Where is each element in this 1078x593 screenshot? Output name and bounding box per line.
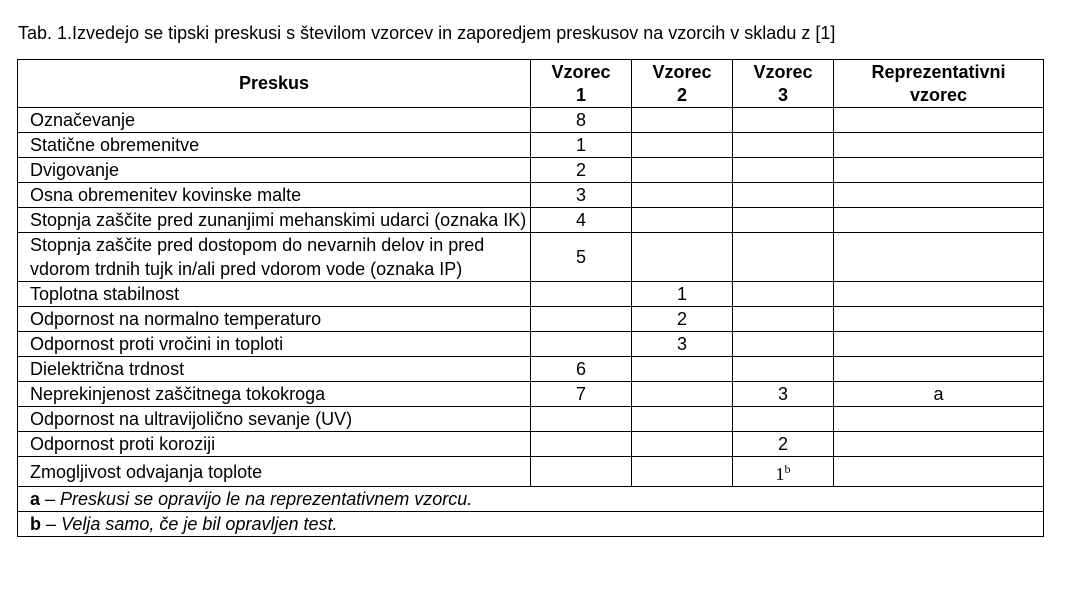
sample-1-order: 3	[531, 183, 632, 208]
footnote-row	[18, 487, 1044, 512]
representative-mark	[834, 332, 1044, 357]
sample-3-order	[733, 307, 834, 332]
table-row	[18, 382, 1044, 407]
test-name: Odpornost na normalno temperaturo	[18, 307, 531, 332]
test-name: Stopnja zaščite pred zunanjimi mehanskimi udarci (oznaka IK)	[18, 208, 531, 233]
footnote-b	[18, 512, 1044, 537]
test-name: Osna obremenitev kovinske malte	[18, 183, 531, 208]
sample-3-order-value: 1	[775, 464, 785, 484]
test-sequence-table	[17, 59, 1044, 537]
sample-3-order	[733, 208, 834, 233]
sample-3-order	[733, 282, 834, 307]
sample-1-order	[531, 432, 632, 457]
sample-2-order: 1	[632, 282, 733, 307]
footnote-key: a	[30, 489, 41, 509]
test-name: Toplotna stabilnost	[18, 282, 531, 307]
table-row	[18, 332, 1044, 357]
table-row	[18, 432, 1044, 457]
sample-2-order	[632, 233, 733, 282]
representative-mark	[834, 432, 1044, 457]
representative-mark: a	[834, 382, 1044, 407]
table-row	[18, 282, 1044, 307]
header-row	[18, 60, 1044, 108]
sample-3-order	[733, 233, 834, 282]
sample-1-order: 4	[531, 208, 632, 233]
sample-2-order	[632, 432, 733, 457]
sample-2-order	[632, 208, 733, 233]
representative-mark	[834, 357, 1044, 382]
sample-3-order	[733, 332, 834, 357]
test-name: Odpornost proti koroziji	[18, 432, 531, 457]
sample-2-order	[632, 158, 733, 183]
representative-mark	[834, 307, 1044, 332]
footnote-text: – Velja samo, če je bil opravljen test.	[46, 514, 338, 534]
footnote-a	[18, 487, 1044, 512]
sample-3-order	[733, 133, 834, 158]
sample-1-order: 1	[531, 133, 632, 158]
sample-2-order	[632, 183, 733, 208]
table-row	[18, 307, 1044, 332]
table-row	[18, 457, 1044, 487]
test-name: Stopnja zaščite pred dostopom do nevarnih delov in pred vdorom trdnih tujk in/ali pred vdorom vode (oznaka IP)	[18, 233, 531, 282]
sample-2-order	[632, 407, 733, 432]
representative-mark	[834, 407, 1044, 432]
footnote-marker: b	[784, 462, 791, 476]
sample-1-order: 6	[531, 357, 632, 382]
test-name: Dvigovanje	[18, 158, 531, 183]
sample-3-order	[733, 457, 834, 487]
test-name: Zmogljivost odvajanja toplote	[18, 457, 531, 487]
footnote-text: – Preskusi se opravijo le na reprezentativnem vzorcu.	[45, 489, 473, 509]
table-caption: Tab. 1.Izvedejo se tipski preskusi s številom vzorcev in zaporedjem preskusov na vzorcih v skladu z [1]	[18, 23, 836, 43]
table-row	[18, 208, 1044, 233]
sample-1-order	[531, 332, 632, 357]
sample-2-order	[632, 133, 733, 158]
sample-2-order	[632, 108, 733, 133]
table-row	[18, 108, 1044, 133]
sample-3-order: 2	[733, 432, 834, 457]
header-sample-1: Vzorec 1	[531, 60, 632, 108]
sample-3-order	[733, 357, 834, 382]
table-row	[18, 357, 1044, 382]
header-representative-sample: Reprezentativni vzorec	[834, 60, 1044, 108]
test-name: Dielektrična trdnost	[18, 357, 531, 382]
sample-1-order: 2	[531, 158, 632, 183]
sample-1-order: 7	[531, 382, 632, 407]
representative-mark	[834, 183, 1044, 208]
sample-3-order	[733, 108, 834, 133]
test-name: Označevanje	[18, 108, 531, 133]
representative-mark	[834, 133, 1044, 158]
footnote-key: b	[30, 514, 41, 534]
sample-3-order: 3	[733, 382, 834, 407]
table-row	[18, 158, 1044, 183]
table-row	[18, 407, 1044, 432]
sample-1-order	[531, 407, 632, 432]
representative-mark	[834, 158, 1044, 183]
table-row	[18, 133, 1044, 158]
header-sample-3: Vzorec 3	[733, 60, 834, 108]
sample-3-order	[733, 158, 834, 183]
header-test: Preskus	[18, 60, 531, 108]
test-name: Statične obremenitve	[18, 133, 531, 158]
table-row	[18, 233, 1044, 282]
representative-mark	[834, 233, 1044, 282]
sample-2-order: 3	[632, 332, 733, 357]
representative-mark	[834, 208, 1044, 233]
test-name: Odpornost proti vročini in toploti	[18, 332, 531, 357]
representative-mark	[834, 108, 1044, 133]
sample-1-order	[531, 282, 632, 307]
sample-2-order	[632, 357, 733, 382]
sample-1-order	[531, 457, 632, 487]
sample-2-order	[632, 457, 733, 487]
sample-3-order	[733, 183, 834, 208]
header-sample-2: Vzorec 2	[632, 60, 733, 108]
sample-1-order: 8	[531, 108, 632, 133]
representative-mark	[834, 457, 1044, 487]
representative-mark	[834, 282, 1044, 307]
sample-2-order	[632, 382, 733, 407]
table-row	[18, 183, 1044, 208]
test-name: Odpornost na ultravijolično sevanje (UV)	[18, 407, 531, 432]
sample-1-order: 5	[531, 233, 632, 282]
test-name: Neprekinjenost zaščitnega tokokroga	[18, 382, 531, 407]
sample-3-order	[733, 407, 834, 432]
sample-1-order	[531, 307, 632, 332]
footnote-row	[18, 512, 1044, 537]
sample-2-order: 2	[632, 307, 733, 332]
